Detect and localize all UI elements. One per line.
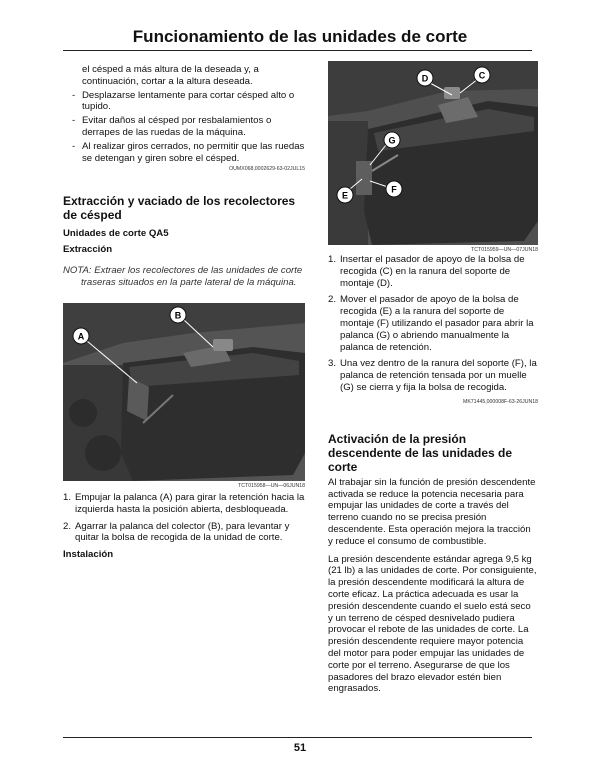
reference-code: OUMX068,0002629-63-02JUL15	[229, 166, 305, 173]
extraction-steps	[63, 492, 305, 544]
section-title-extraction: Extracción y vaciado de los recolectores de césped	[63, 194, 296, 223]
reference-code: MK71445,000008F-63-26JUN18	[463, 398, 538, 405]
left-column	[63, 64, 305, 561]
section-title-downpressure: Activación de la presión descendente de las unidades de corte	[328, 431, 513, 474]
subhead-units: Unidades de corte QA5	[63, 228, 169, 240]
step-item: 1. Insertar el pasador de apoyo de la bolsa de recogida (C) en la ranura del soporte de montaje (D).	[328, 254, 525, 289]
list-item: - Evitar daños al césped por resbalamientos o derrapes de las ruedas de la máquina.	[63, 115, 305, 139]
step-item: 1. Empujar la palanca (A) para girar la retención hacia la izquierda hasta la posición abierta, desbloqueada.	[63, 491, 305, 515]
note-text-rest: traseras situados en la parte lateral de la máquina.	[81, 277, 297, 289]
figure-reference: TCT015959—UN—07JUN18	[471, 247, 538, 253]
intro-text: el césped a más altura de la deseada y, a continuación, cortar a la altura deseada.	[82, 64, 259, 87]
svg-text:C: C	[478, 70, 486, 81]
step-item: 2. Agarrar la palanca del colector (B), para levantar y quitar la bolsa de recogida de la unidad de corte.	[63, 520, 290, 544]
note	[63, 265, 305, 289]
step-item: 3. Una vez dentro de la ranura del soporte (F), la palanca de retención tensada por un muelle (G) se cierra y fija la bolsa de recogida.	[328, 358, 537, 393]
subhead-installation: Instalación	[63, 549, 114, 561]
tips-list	[63, 90, 305, 165]
step-item: 2. Mover el pasador de apoyo de la bolsa de recogida (E) a la ranura del soporte de montaje (F) utilizando el pasador para abrir la palanca (G) o abriendo manualmente la palanca de retención.	[328, 294, 534, 353]
footer-rule	[63, 737, 532, 738]
page-number: 51	[293, 742, 307, 754]
svg-text:D: D	[421, 73, 429, 84]
installation-steps	[328, 254, 538, 394]
page-title: Funcionamiento de las unidades de corte	[132, 27, 468, 46]
svg-text:G: G	[388, 135, 396, 146]
subhead-extraction: Extracción	[63, 244, 113, 256]
paragraph: La presión descendente estándar agrega 9,5 kg (21 lb) a las unidades de corte. Por consiguiente, la presión descendente modificará la altura de corte eficaz. La práctica adecuada es usar la presión descendente cuando el suelo está seco y un terreno de césped desnivelado pudiera provocar el rebote de las unidades de corte. La presión descendente requiere mayor potencia del motor para poder empujar las unidades de corte por el terreno. Asegurarse de que los pasadores del brazo elevador estén bien engrasados.	[328, 553, 537, 695]
paragraph: Al trabajar sin la función de presión descendente activada se reduce la potencia necesaria para empujar las unidades de corte a través del terreno cuando no se precisa presión descendente. Esta operación mejora la tracción y reduce el consumo de combustible.	[328, 476, 536, 547]
svg-text:A: A	[77, 331, 85, 342]
right-column	[328, 61, 538, 701]
list-item: - Desplazarse lentamente para cortar césped alto o tupido.	[63, 90, 305, 114]
figure-collector-installation	[328, 61, 538, 245]
svg-text:E: E	[341, 190, 349, 201]
header-rule	[63, 50, 532, 51]
figure-reference: TCT015958—UN—06JUN18	[238, 482, 305, 489]
note-text-first: Extraer los recolectores de las unidades de corte	[94, 265, 303, 277]
list-item: - Al realizar giros cerrados, no permitir que las ruedas se detengan y giren sobre el césped.	[63, 141, 305, 165]
figure-collector-removal	[63, 303, 305, 481]
svg-text:F: F	[391, 184, 397, 195]
svg-text:B: B	[174, 310, 182, 321]
note-label: NOTA:	[63, 265, 92, 277]
